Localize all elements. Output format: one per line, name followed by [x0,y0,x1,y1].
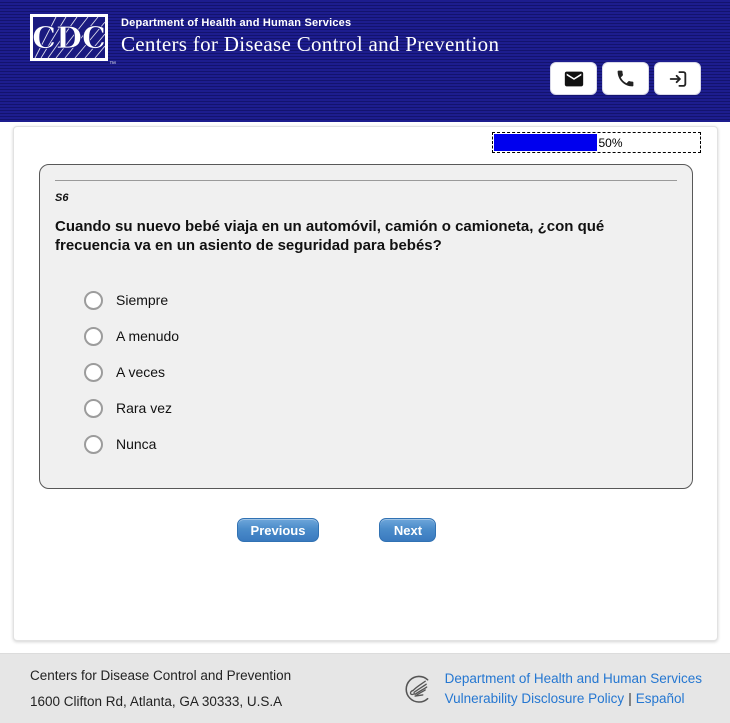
header-logo-row [0,0,730,66]
footer-gap [0,641,730,653]
option-label: Rara vez [116,400,173,416]
question-divider [55,180,677,181]
options-list [84,282,677,462]
progress-fill [494,134,597,151]
question-code: S6 [55,192,69,204]
phone-icon [615,68,636,89]
page-footer [0,653,730,723]
header-titles [121,14,499,57]
espanol-link[interactable]: Español [635,690,685,706]
nav-buttons [14,518,659,542]
phone-button[interactable] [602,62,649,95]
radio-button[interactable] [84,435,103,454]
hhs-link[interactable]: Department of Health and Human Services [444,670,702,686]
previous-button[interactable]: Previous [237,518,320,542]
svg-text:CDC: CDC [32,21,106,56]
organization-line: Centers for Disease Control and Prevention [121,32,500,56]
next-button[interactable]: Next [379,518,436,542]
progress-label: 50% [598,135,623,150]
cdc-logo [30,14,116,68]
footer-address: 1600 Clifton Rd, Atlanta, GA 30333, U.S.A [30,693,283,709]
option-label: Siempre [116,292,169,308]
footer-address-block [30,663,291,715]
email-button[interactable] [550,62,597,95]
radio-button[interactable] [84,327,103,346]
option-siempre[interactable] [84,282,677,318]
hhs-eagle-icon [401,672,432,706]
link-separator: | [628,690,632,706]
cdc-logo-icon [30,14,108,61]
vulnerability-disclosure-link[interactable]: Vulnerability Disclosure Policy [444,690,625,706]
cdc-logo-trademark: ™ [109,61,116,68]
progress-bar [492,132,701,153]
email-icon [563,68,585,90]
option-a-veces[interactable] [84,354,677,390]
exit-icon [667,68,689,90]
option-rara-vez[interactable] [84,390,677,426]
exit-button[interactable] [654,62,701,95]
footer-links [445,669,702,709]
option-label: Nunca [116,436,157,452]
option-a-menudo[interactable] [84,318,677,354]
option-label: A veces [116,364,166,380]
option-label: A menudo [116,328,180,344]
cdc-header [0,0,730,122]
question-box [39,164,693,489]
header-icon-buttons [550,62,701,95]
option-nunca[interactable] [84,426,677,462]
question-text: Cuando su nuevo bebé viaja en un automóvil, camión o camioneta, ¿con qué frecuencia va en un asiento de seguridad para bebés? [55,218,605,254]
footer-links-block [401,669,702,709]
radio-button[interactable] [84,399,103,418]
radio-button[interactable] [84,291,103,310]
footer-org-name: Centers for Disease Control and Prevention [30,667,292,683]
radio-button[interactable] [84,363,103,382]
department-line: Department of Health and Human Services [121,17,352,29]
survey-card [13,126,718,641]
